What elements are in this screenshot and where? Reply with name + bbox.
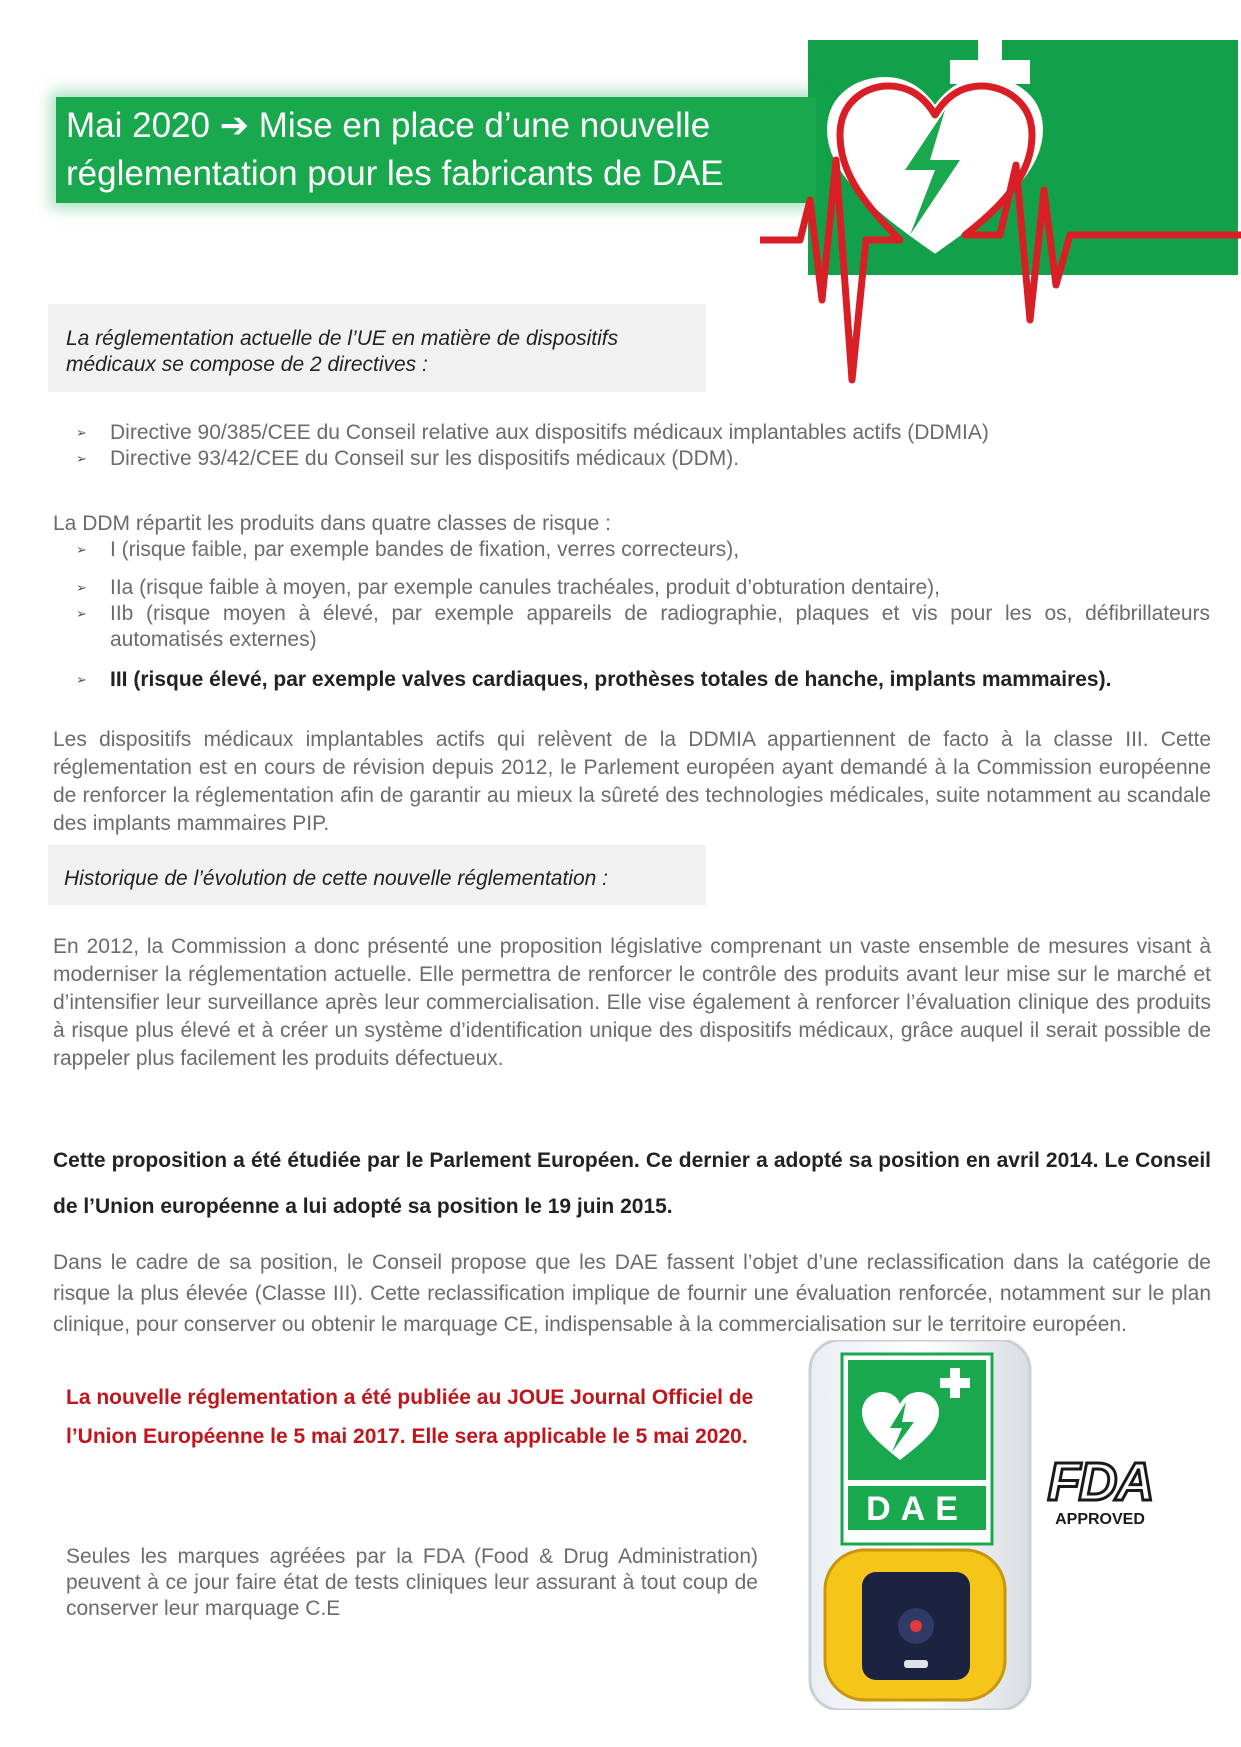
bullet-arrow-icon: ➢ bbox=[76, 580, 87, 595]
list-item: ➢ III (risque élevé, par exemple valves cardiaques, prothèses totales de hanche, implants mammaires). bbox=[76, 668, 1112, 691]
bullet-arrow-icon: ➢ bbox=[76, 672, 87, 687]
list-item: ➢ IIa (risque faible à moyen, par exemple canules trachéales, produit d’obturation dentaire), bbox=[76, 576, 940, 599]
page-title-line-1: Mai 2020 ➔ Mise en place d’une nouvelle bbox=[66, 106, 711, 145]
cabinet-label: DAE bbox=[866, 1490, 968, 1528]
council-paragraph: Dans le cadre de sa position, le Conseil propose que les DAE fassent l’objet d’une reclassification dans la catégorie de risque la plus élevée (Classe III). Cette reclassification implique de fournir une évaluation renforcée, notamment sur le plan clinique, pour conserver ou obtenir le marquage CE, indispensable à la commercialisation sur le territoire européen. bbox=[53, 1251, 1211, 1336]
aed-heart-logo bbox=[760, 20, 1241, 420]
aed-cabinet-image bbox=[800, 1340, 1060, 1710]
ddmia-paragraph: Les dispositifs médicaux implantables actifs qui relèvent de la DDMIA appartiennent de facto à la classe III. Cette réglementation est en cours de révision depuis 2012, le Parlement européen ayant demandé à la Commission européenne de renforcer la réglementation afin de garantir au mieux la sûreté des technologies médicales, suite notamment au scandale des implants mammaires PIP. bbox=[53, 728, 1211, 835]
bullet-arrow-icon: ➢ bbox=[76, 425, 87, 440]
list-item: ➢ Directive 93/42/CEE du Conseil sur les dispositifs médicaux (DDM). bbox=[76, 447, 740, 470]
history-heading: Historique de l’évolution de cette nouvelle réglementation : bbox=[64, 867, 609, 890]
list-item: ➢ Directive 90/385/CEE du Conseil relative aux dispositifs médicaux implantables actifs (DDMIA) bbox=[76, 421, 989, 444]
fda-approved-logo bbox=[1040, 1452, 1160, 1529]
page-title-line-2: réglementation pour les fabricants de DAE bbox=[66, 154, 724, 193]
bullet-arrow-icon: ➢ bbox=[76, 606, 87, 621]
bullet-arrow-icon: ➢ bbox=[76, 451, 87, 466]
bullet-arrow-icon: ➢ bbox=[76, 542, 87, 557]
intro-heading-line-2: médicaux se compose de 2 directives : bbox=[66, 353, 428, 376]
directives-list bbox=[50, 420, 1210, 472]
fda-paragraph: Seules les marques agréées par la FDA (Food & Drug Administration) peuvent à ce jour faire état de tests cliniques leur assurant à tout coup de conserver leur marquage C.E bbox=[66, 1545, 758, 1620]
list-item: ➢ IIb (risque moyen à élevé, par exemple appareils de radiographie, plaques et vis pour les os, défibrillateurs automatisés externes) bbox=[76, 602, 1210, 651]
intro-heading-line-1: La réglementation actuelle de l’UE en matière de dispositifs bbox=[66, 327, 619, 350]
fda-logo-letters: FDA bbox=[1047, 1452, 1153, 1512]
proposal-2012-paragraph: En 2012, la Commission a donc présenté une proposition législative comprenant un vaste ensemble de mesures visant à moderniser la réglementation actuelle. Elle permettra de renforcer le contrôle des produits avant leur mise sur le marché et d’intensifier leur surveillance après leur commercialisation. Elle vise également à renforcer l’évaluation clinique des produits à risque plus élevé et à créer un système d’identification unique des dispositifs médicaux, grâce auquel il serait possible de rappeler plus facilement les produits défectueux. bbox=[53, 935, 1211, 1070]
risk-classes-list bbox=[50, 537, 1210, 693]
fda-logo-approved: APPROVED bbox=[1055, 1511, 1145, 1528]
classes-intro: La DDM répartit les produits dans quatre classes de risque : bbox=[53, 512, 611, 535]
intro-heading bbox=[66, 326, 706, 378]
parliament-paragraph: Cette proposition a été étudiée par le Parlement Européen. Ce dernier a adopté sa position en avril 2014. Le Conseil de l’Union européenne a lui adopté sa position le 19 juin 2015. bbox=[53, 1149, 1211, 1218]
page-title bbox=[66, 102, 826, 198]
list-item: ➢ I (risque faible, par exemple bandes de fixation, verres correcteurs), bbox=[76, 538, 740, 561]
publication-paragraph: La nouvelle réglementation a été publiée au JOUE Journal Officiel de l’Union Européenne le 5 mai 2017. Elle sera applicable le 5 mai 2020. bbox=[66, 1386, 754, 1448]
